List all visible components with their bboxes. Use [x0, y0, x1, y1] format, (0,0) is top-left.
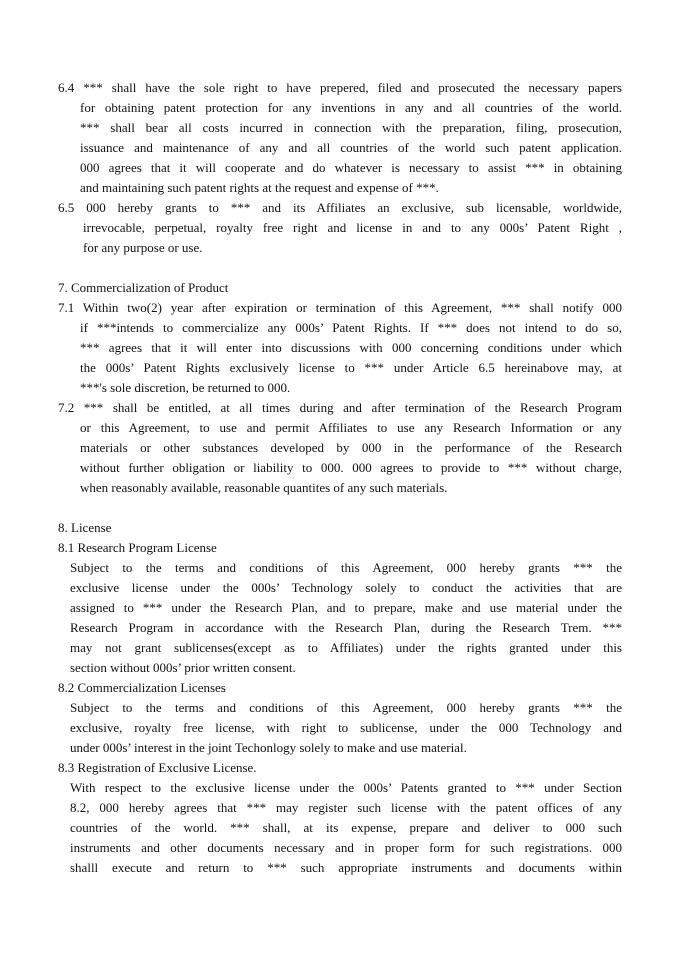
text-line: assigned to *** under the Research Plan, and to prepare, make and use material under the: [70, 600, 622, 615]
clause-heading: 8.1 Research Program License: [58, 540, 217, 555]
text-line: without further obligation or liability to 000. 000 agrees to provide to *** without charge,: [80, 460, 622, 475]
text-line: or this Agreement, to use and permit Affiliates to use any Research Information or any: [80, 420, 622, 435]
document-page: [0, 78, 680, 878]
text-line: materials or other substances developed by 000 in the performance of the Research: [80, 440, 622, 455]
section-8-heading: 8. License: [58, 520, 112, 535]
text-line: Research Program in accordance with the Research Plan, during the Research Trem. ***: [70, 620, 622, 635]
spacer: [0, 498, 680, 518]
text-line: 6.5 000 hereby grants to *** and its Affiliates an exclusive, sub licensable, worldwide,: [58, 200, 622, 215]
clause-8-2: [0, 678, 680, 758]
text-line: section without 000s’ prior written consent.: [70, 660, 296, 675]
text-line: for any purpose or use.: [83, 240, 203, 255]
clause-heading: 8.3 Registration of Exclusive License.: [58, 760, 257, 775]
clause-7-2: [0, 398, 680, 498]
text-line: *** shall bear all costs incurred in connection with the preparation, filing, prosecution,: [80, 120, 622, 135]
clause-7-1: [0, 298, 680, 398]
text-line: 7.2 *** shall be entitled, at all times during and after termination of the Research Program: [58, 400, 622, 415]
text-line: exclusive, royalty free license, with right to sublicense, under the 000 Technology and: [70, 720, 622, 735]
text-line: Subject to the terms and conditions of this Agreement, 000 hereby grants *** the: [70, 560, 622, 575]
text-line: With respect to the exclusive license under the 000s’ Patents granted to *** under Section: [70, 780, 622, 795]
text-line: may not grant sublicenses(except as to Affiliates) under the rights granted under this: [70, 640, 622, 655]
text-line: and maintaining such patent rights at the request and expense of ***.: [80, 180, 439, 195]
text-line: Subject to the terms and conditions of this Agreement, 000 hereby grants *** the: [70, 700, 622, 715]
text-line: exclusive license under the 000s’ Technology solely to conduct the activities that are: [70, 580, 622, 595]
spacer: [0, 258, 680, 278]
text-line: issuance and maintenance of any and all countries of the world such patent application.: [80, 140, 622, 155]
text-line: 6.4 *** shall have the sole right to have prepered, filed and prosecuted the necessary papers: [58, 80, 622, 95]
text-line: ***'s sole discretion, be returned to 000.: [80, 380, 291, 395]
clause-6-4: [0, 78, 680, 198]
clause-heading: 8.2 Commercialization Licenses: [58, 680, 226, 695]
clause-8-1: [0, 538, 680, 678]
text-line: shalll execute and return to *** such appropriate instruments and documents within: [70, 860, 622, 875]
text-line: instruments and other documents necessary and in proper form for such registrations. 000: [70, 840, 622, 855]
text-line: for obtaining patent protection for any inventions in any and all countries of the world.: [80, 100, 622, 115]
text-line: 8.2, 000 hereby agrees that *** may register such license with the patent offices of any: [70, 800, 622, 815]
clause-6-5: [0, 198, 680, 258]
text-line: 7.1 Within two(2) year after expiration or termination of this Agreement, *** shall notify 000: [58, 300, 622, 315]
clause-8-3: [0, 758, 680, 878]
text-line: *** agrees that it will enter into discussions with 000 concerning conditions under which: [80, 340, 622, 355]
text-line: if ***intends to commercialize any 000s’ Patent Rights. If *** does not intend to do so,: [80, 320, 622, 335]
text-line: when reasonably available, reasonable quantites of any such materials.: [80, 480, 448, 495]
text-line: the 000s’ Patent Rights exclusively license to *** under Article 6.5 hereinabove may, at: [80, 360, 622, 375]
text-line: under 000s’ interest in the joint Techonlogy solely to make and use material.: [70, 740, 467, 755]
text-line: 000 agrees that it will cooperate and do whatever is necessary to assist *** in obtaining: [80, 160, 622, 175]
section-7-heading: 7. Commercialization of Product: [58, 280, 229, 295]
text-line: irrevocable, perpetual, royalty free right and license in and to any 000s’ Patent Right ,: [83, 220, 622, 235]
text-line: countries of the world. *** shall, at its expense, prepare and deliver to 000 such: [70, 820, 622, 835]
